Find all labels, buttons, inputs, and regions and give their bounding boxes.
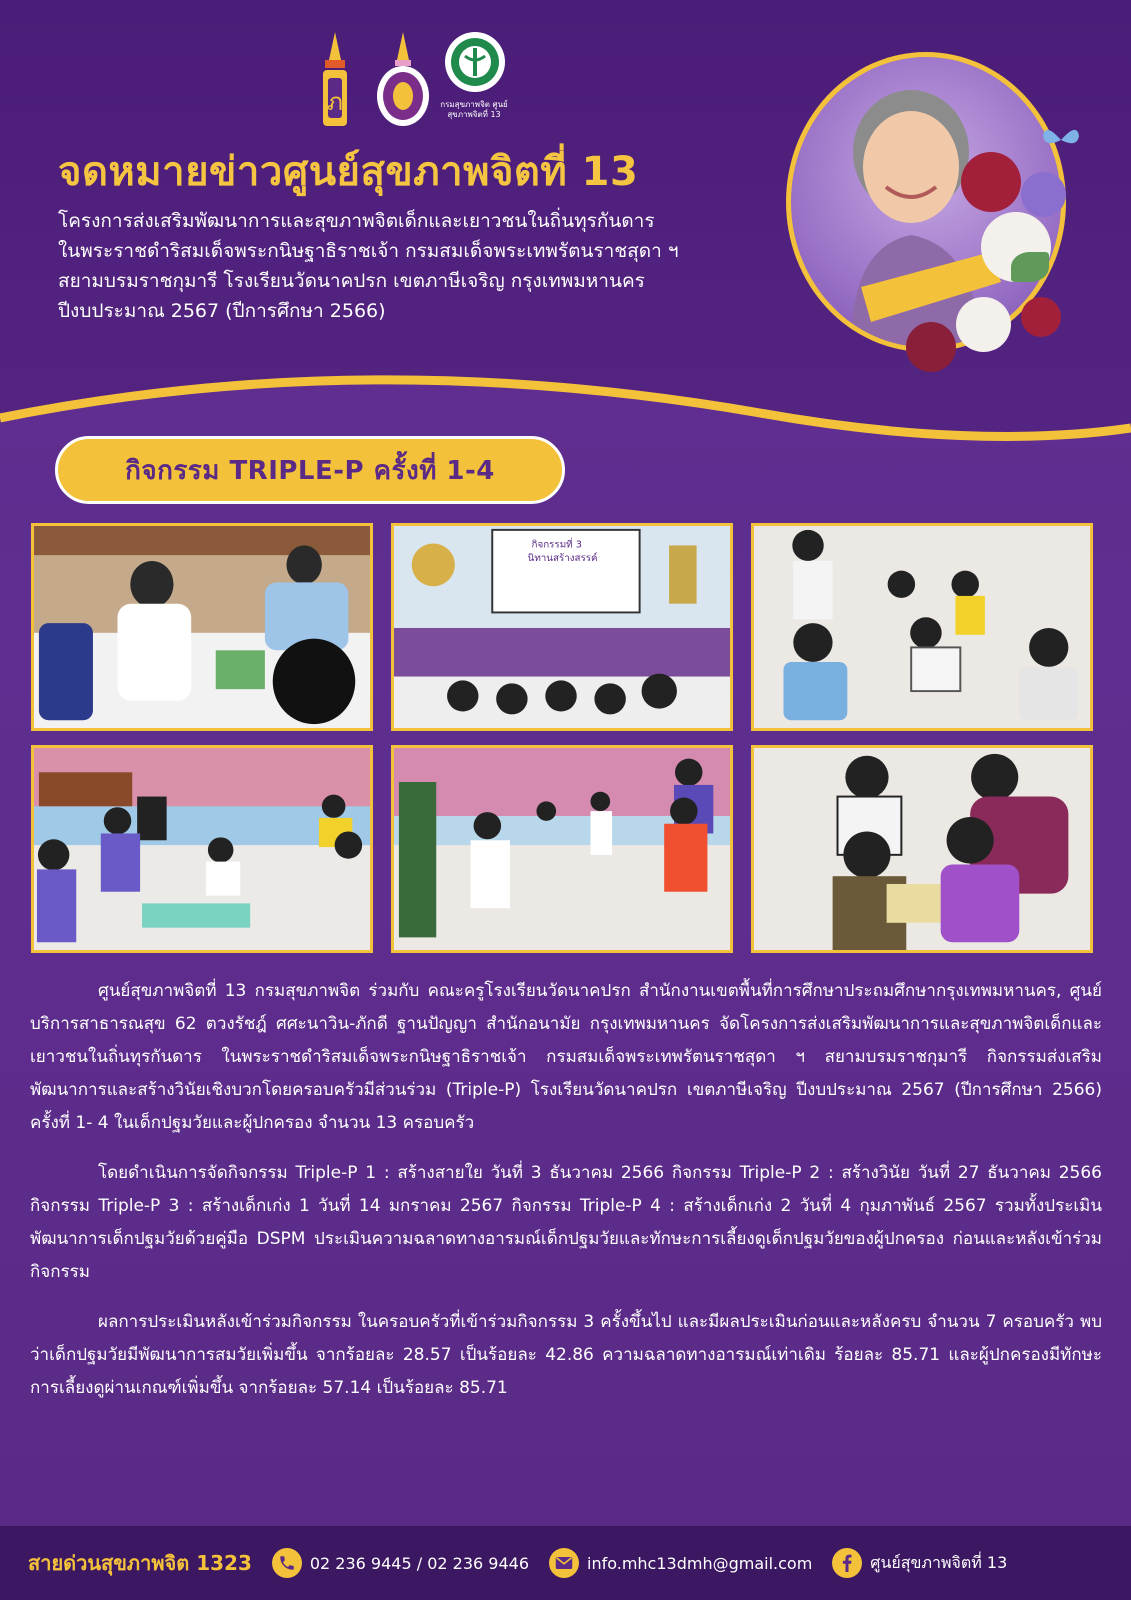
envelope-icon [549, 1548, 579, 1578]
facebook-page-name: ศูนย์สุขภาพจิตที่ 13 [870, 1552, 1008, 1572]
facebook-contact[interactable] [832, 1548, 1007, 1578]
royal-portrait [786, 52, 1086, 382]
flower-decoration [1021, 297, 1061, 337]
phone-icon [272, 1548, 302, 1578]
project-subtitle [58, 206, 778, 326]
activity-photo-2 [391, 523, 733, 731]
activity-photo-6 [751, 745, 1093, 953]
phone-contact[interactable] [272, 1548, 529, 1578]
svg-text:ภ: ภ [327, 88, 343, 116]
email-contact[interactable] [549, 1548, 812, 1578]
flower-decoration [961, 152, 1021, 212]
screen-text: นิทานสร้างสรรค์ [527, 553, 598, 564]
subtitle-line: โครงการส่งเสริมพัฒนาการและสุขภาพจิตเด็กและเยาวชนในถิ่นทุรกันดาร [58, 210, 655, 232]
phone-numbers: 02 236 9445 / 02 236 9446 [309, 1553, 529, 1573]
activity-photo-3 [751, 523, 1093, 731]
flower-decoration [1021, 172, 1066, 217]
butterfly-icon [1041, 122, 1081, 158]
paragraph-1: ศูนย์สุขภาพจิตที่ 13 กรมสุขภาพจิต ร่วมกับ คณะครูโรงเรียนวัดนาคปรก สำนักงานเขตพื้นที่การศึกษาประถมศึกษากรุงเทพมหานคร, ศูนย์บริการสาธารณสุข 62 ตวงรัชฎ์ ศศะนาวิน-ภักดี ฐานปัญญา สำนักอนามัย กรุงเทพมหานคร จัดโครงการส่งเสริมพัฒนาการและสุขภาพจิตเด็กและเยาวชนในถิ่นทุรกันดาร ในพระราชดำริสมเด็จพระกนิษฐาธิราชเจ้า กรมสมเด็จพระเทพรัตนราชสุดา ฯ สยามบรมราชกุมารี กิจกรรมส่งเสริมพัฒนาการและสร้างวินัยเชิงบวกโดยครอบครัวมีส่วนร่วม (Triple-P) โรงเรียนวัดนาคปรก เขตภาษีเจริญ ปีงบประมาณ 2567 (ปีการศึกษา 2566) ครั้งที่ 1- 4 ในเด็กปฐมวัยและผู้ปกครอง จำนวน 13 ครอบครัว [30, 981, 1102, 1133]
flower-decoration [956, 297, 1011, 352]
flower-decoration [906, 322, 956, 372]
paragraph-3: ผลการประเมินหลังเข้าร่วมกิจกรรม ในครอบครัวที่เข้าร่วมกิจกรรม 3 ครั้งขึ้นไป และมีผลประเมินก่อนและหลังครบ จำนวน 7 ครอบครัว พบว่าเด็กปฐมวัยมีพัฒนาการสมวัยเพิ่มขึ้น จากร้อยละ 28.57 เป็นร้อยละ 42.86 ความฉลาดทางอารมณ์เท่าเดิม ร้อยละ 85.71 และผู้ปกครองมีทักษะการเลี้ยงดูผ่านเกณฑ์เพิ่มขึ้น จากร้อยละ 57.14 เป็นร้อยละ 85.71 [30, 1312, 1102, 1398]
activity-photo-4 [31, 745, 373, 953]
newsletter-title: จดหมายข่าวศูนย์สุขภาพจิตที่ 13 [58, 149, 639, 195]
royal-emblem-logo-left [315, 30, 355, 130]
activity-badge-label: กิจกรรม TRIPLE-P ครั้งที่ 1-4 [125, 455, 495, 486]
screen-text: กิจกรรมที่ 3 [531, 539, 582, 551]
flower-decoration [1011, 252, 1049, 282]
hotline-text: สายด่วนสุขภาพจิต 1323 [28, 1551, 252, 1575]
activity-badge [55, 436, 565, 504]
article-body [30, 975, 1102, 1422]
header-banner [0, 0, 1131, 445]
activity-photo-5 [391, 745, 733, 953]
activity-photo-1 [31, 523, 373, 731]
subtitle-line: ปีงบประมาณ 2567 (ปีการศึกษา 2566) [58, 300, 386, 322]
email-address: info.mhc13dmh@gmail.com [587, 1553, 813, 1573]
portrait-illustration [791, 57, 1061, 347]
subtitle-line: สยามบรมราชกุมารี โรงเรียนวัดนาคปรก เขตภาษีเจริญ กรุงเทพมหานคร [58, 270, 645, 292]
logo-group [315, 30, 515, 130]
royal-emblem-logo-middle [373, 30, 433, 130]
facebook-icon [832, 1548, 862, 1578]
logo-caption: กรมสุขภาพจิต ศูนย์สุขภาพจิตที่ 13 [440, 100, 508, 119]
paragraph-2: โดยดำเนินการจัดกิจกรรม Triple-P 1 : สร้างสายใย วันที่ 3 ธันวาคม 2566 กิจกรรม Triple-P 2 : สร้างวินัย วันที่ 27 ธันวาคม 2566 กิจกรรม Triple-P 3 : สร้างเด็กเก่ง 1 วันที่ 14 มกราคม 2567 กิจกรรม Triple-P 4 : สร้างเด็กเก่ง 2 วันที่ 4 กุมภาพันธ์ 2567 รวมทั้งประเมินพัฒนาการเด็กปฐมวัยด้วยคู่มือ DSPM ประเมินความฉลาดทางอารมณ์เด็กปฐมวัยและทักษะการเลี้ยงดูเด็กปฐมวัยของผู้ปกครอง ก่อนและหลังเข้าร่วมกิจกรรม [30, 1163, 1102, 1282]
subtitle-line: ในพระราชดำริสมเด็จพระกนิษฐาธิราชเจ้า กรมสมเด็จพระเทพรัตนราชสุดา ฯ [58, 240, 679, 262]
contact-footer [0, 1526, 1131, 1600]
